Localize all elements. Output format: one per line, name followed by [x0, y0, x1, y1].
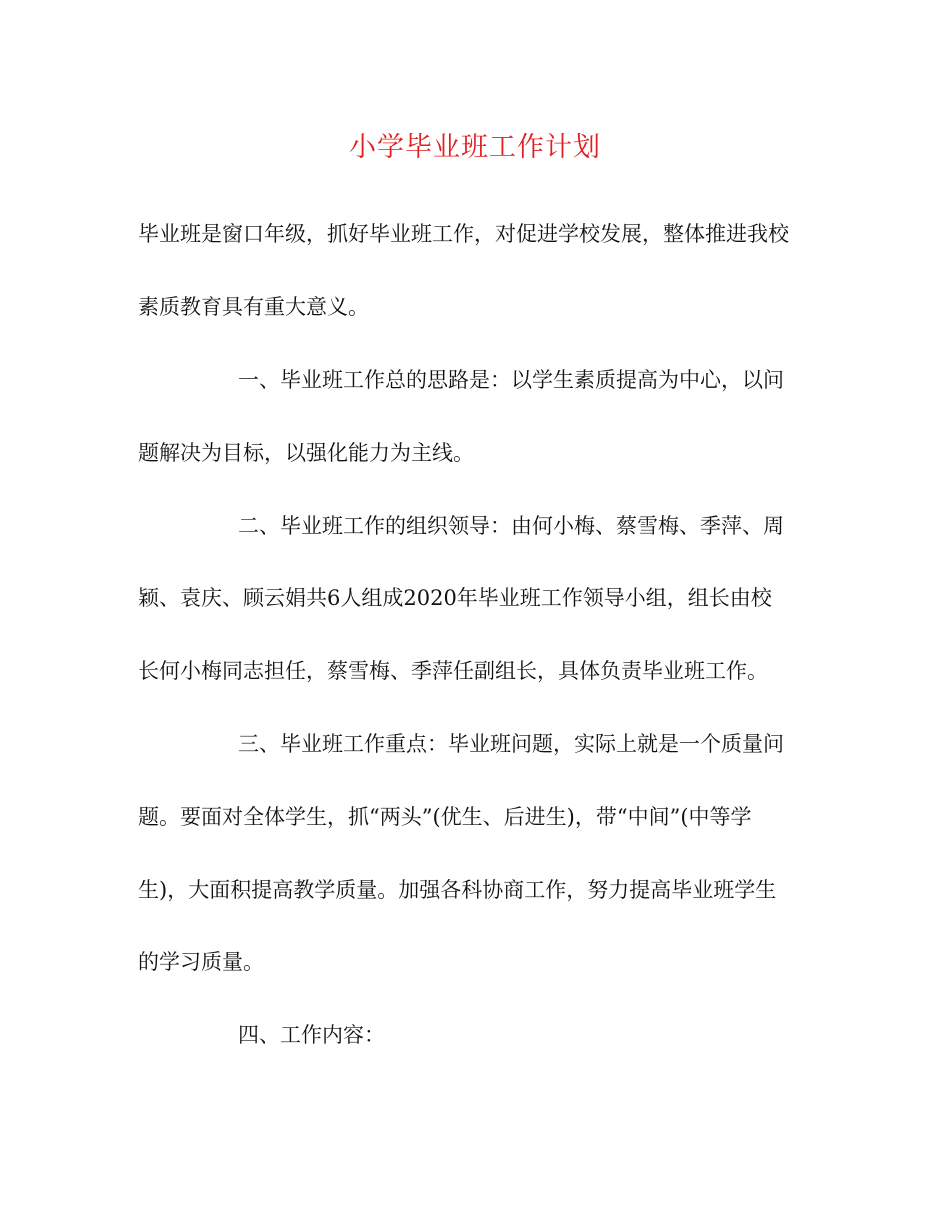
- section-2-heading-line: 二、毕业班工作的组织领导：由何小梅、蔡雪梅、季萍、周: [238, 514, 784, 538]
- paragraph-line: 题。要面对全体学生，抓“两头”(优生、后进生)，带“中间”(中等学: [138, 805, 752, 829]
- paragraph-line: 颖、袁庆、顾云娟共6人组成2020年毕业班工作领导小组，组长由校: [138, 586, 772, 610]
- document-title: 小学毕业班工作计划: [349, 132, 601, 163]
- paragraph-line: 素质教育具有重大意义。: [138, 295, 369, 319]
- paragraph-line: 毕业班是窗口年级，抓好毕业班工作，对促进学校发展，整体推进我校: [138, 222, 789, 246]
- paragraph-line: 长何小梅同志担任，蔡雪梅、季萍任副组长，具体负责毕业班工作。: [138, 659, 768, 683]
- section-1-heading-line: 一、毕业班工作总的思路是：以学生素质提高为中心，以问: [238, 368, 784, 392]
- section-3-heading-line: 三、毕业班工作重点：毕业班问题，实际上就是一个质量问: [238, 732, 784, 756]
- paragraph-line: 的学习质量。: [138, 950, 264, 974]
- paragraph-line: 生)，大面积提高教学质量。加强各科协商工作，努力提高毕业班学生: [138, 878, 777, 902]
- section-4-heading-line: 四、工作内容：: [238, 1023, 385, 1047]
- paragraph-line: 题解决为目标，以强化能力为主线。: [138, 441, 474, 465]
